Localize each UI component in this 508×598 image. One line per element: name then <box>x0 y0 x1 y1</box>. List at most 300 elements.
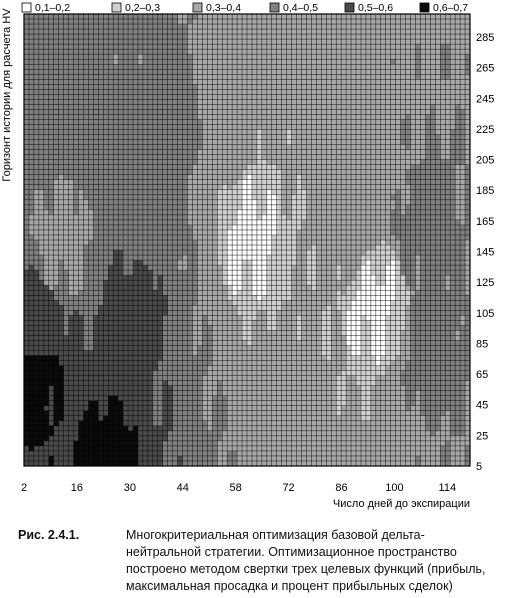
heatmap-cell <box>79 150 84 155</box>
heatmap-cell <box>192 104 197 109</box>
heatmap-cell <box>311 44 316 49</box>
heatmap-cell <box>455 39 460 44</box>
heatmap-cell <box>262 145 267 150</box>
heatmap-cell <box>331 145 336 150</box>
heatmap-cell <box>420 124 425 129</box>
heatmap-cell <box>128 119 133 124</box>
heatmap-cell <box>98 205 103 210</box>
heatmap-cell <box>252 84 257 89</box>
heatmap-cell <box>460 170 465 175</box>
heatmap-cell <box>406 280 411 285</box>
heatmap-cell <box>168 99 173 104</box>
heatmap-cell <box>346 99 351 104</box>
heatmap-cell <box>411 150 416 155</box>
heatmap-cell <box>425 44 430 49</box>
heatmap-cell <box>207 39 212 44</box>
heatmap-cell <box>108 150 113 155</box>
heatmap-cell <box>173 140 178 145</box>
heatmap-cell <box>302 175 307 180</box>
heatmap-cell <box>29 285 34 290</box>
heatmap-cell <box>197 230 202 235</box>
heatmap-cell <box>158 104 163 109</box>
heatmap-cell <box>282 79 287 84</box>
heatmap-cell <box>183 34 188 39</box>
heatmap-cell <box>128 140 133 145</box>
heatmap-cell <box>391 200 396 205</box>
heatmap-cell <box>341 64 346 69</box>
heatmap-cell <box>326 79 331 84</box>
heatmap-cell <box>366 210 371 215</box>
heatmap-cell <box>123 200 128 205</box>
heatmap-cell <box>83 250 88 255</box>
heatmap-cell <box>88 94 93 99</box>
heatmap-cell <box>39 220 44 225</box>
heatmap-cell <box>74 19 79 24</box>
heatmap-cell <box>306 185 311 190</box>
heatmap-cell <box>297 265 302 270</box>
heatmap-cell <box>406 190 411 195</box>
heatmap-cell <box>192 140 197 145</box>
heatmap-cell <box>88 220 93 225</box>
heatmap-cell <box>202 84 207 89</box>
heatmap-cell <box>69 290 74 295</box>
heatmap-cell <box>282 54 287 59</box>
heatmap-cell <box>34 210 39 215</box>
heatmap-cell <box>153 19 158 24</box>
heatmap-cell <box>396 195 401 200</box>
heatmap-cell <box>316 190 321 195</box>
heatmap-cell <box>401 265 406 270</box>
heatmap-cell <box>79 44 84 49</box>
heatmap-cell <box>59 245 64 250</box>
heatmap-cell <box>108 84 113 89</box>
heatmap-cell <box>411 145 416 150</box>
heatmap-cell <box>435 79 440 84</box>
heatmap-cell <box>302 205 307 210</box>
heatmap-cell <box>88 160 93 165</box>
heatmap-cell <box>287 220 292 225</box>
heatmap-cell <box>371 200 376 205</box>
heatmap-cell <box>103 119 108 124</box>
heatmap-cell <box>197 275 202 280</box>
heatmap-cell <box>292 119 297 124</box>
heatmap-cell <box>202 185 207 190</box>
heatmap-cell <box>163 210 168 215</box>
heatmap-cell <box>331 275 336 280</box>
heatmap-cell <box>44 185 49 190</box>
heatmap-cell <box>371 44 376 49</box>
heatmap-cell <box>331 14 336 19</box>
heatmap-cell <box>356 275 361 280</box>
heatmap-cell <box>282 265 287 270</box>
heatmap-cell <box>391 155 396 160</box>
heatmap-cell <box>366 135 371 140</box>
heatmap-cell <box>44 215 49 220</box>
heatmap-cell <box>351 54 356 59</box>
heatmap-cell <box>222 99 227 104</box>
heatmap-cell <box>83 280 88 285</box>
heatmap-cell <box>282 235 287 240</box>
heatmap-cell <box>173 240 178 245</box>
heatmap-cell <box>326 220 331 225</box>
heatmap-cell <box>138 49 143 54</box>
heatmap-cell <box>336 99 341 104</box>
heatmap-cell <box>173 104 178 109</box>
heatmap-cell <box>54 150 59 155</box>
heatmap-cell <box>257 114 262 119</box>
heatmap-cell <box>411 24 416 29</box>
heatmap-cell <box>133 155 138 160</box>
heatmap-cell <box>128 235 133 240</box>
heatmap-cell <box>69 215 74 220</box>
heatmap-cell <box>29 160 34 165</box>
heatmap-cell <box>415 150 420 155</box>
heatmap-cell <box>74 150 79 155</box>
heatmap-cell <box>341 165 346 170</box>
heatmap-cell <box>386 250 391 255</box>
heatmap-cell <box>366 54 371 59</box>
heatmap-cell <box>460 59 465 64</box>
heatmap-cell <box>381 205 386 210</box>
heatmap-cell <box>222 210 227 215</box>
heatmap-cell <box>133 290 138 295</box>
heatmap-cell <box>415 119 420 124</box>
heatmap-cell <box>297 190 302 195</box>
heatmap-cell <box>98 155 103 160</box>
heatmap-cell <box>178 14 183 19</box>
heatmap-cell <box>272 84 277 89</box>
heatmap-cell <box>267 119 272 124</box>
heatmap-cell <box>69 220 74 225</box>
heatmap-cell <box>302 59 307 64</box>
heatmap-cell <box>292 220 297 225</box>
heatmap-cell <box>435 285 440 290</box>
heatmap-cell <box>133 260 138 265</box>
heatmap-cell <box>173 190 178 195</box>
heatmap-cell <box>202 24 207 29</box>
heatmap-cell <box>34 225 39 230</box>
heatmap-cell <box>54 74 59 79</box>
heatmap-cell <box>445 275 450 280</box>
heatmap-cell <box>232 250 237 255</box>
heatmap-cell <box>123 245 128 250</box>
heatmap-cell <box>391 180 396 185</box>
heatmap-cell <box>321 39 326 44</box>
heatmap-cell <box>386 135 391 140</box>
heatmap-cell <box>168 29 173 34</box>
heatmap-cell <box>88 180 93 185</box>
heatmap-cell <box>123 185 128 190</box>
heatmap-cell <box>123 150 128 155</box>
heatmap-cell <box>59 14 64 19</box>
heatmap-cell <box>277 69 282 74</box>
heatmap-cell <box>356 59 361 64</box>
heatmap-cell <box>79 275 84 280</box>
heatmap-cell <box>302 180 307 185</box>
heatmap-cell <box>44 290 49 295</box>
heatmap-cell <box>113 155 118 160</box>
heatmap-cell <box>252 165 257 170</box>
heatmap-cell <box>321 165 326 170</box>
heatmap-cell <box>79 205 84 210</box>
heatmap-cell <box>178 114 183 119</box>
heatmap-cell <box>237 285 242 290</box>
heatmap-cell <box>297 39 302 44</box>
heatmap-cell <box>178 220 183 225</box>
heatmap-cell <box>326 160 331 165</box>
heatmap-cell <box>163 285 168 290</box>
heatmap-cell <box>79 175 84 180</box>
heatmap-cell <box>252 180 257 185</box>
heatmap-cell <box>74 29 79 34</box>
heatmap-cell <box>331 250 336 255</box>
heatmap-cell <box>277 29 282 34</box>
heatmap-cell <box>440 14 445 19</box>
heatmap-cell <box>460 124 465 129</box>
heatmap-cell <box>44 190 49 195</box>
heatmap-cell <box>183 29 188 34</box>
heatmap-cell <box>262 240 267 245</box>
heatmap-cell <box>396 140 401 145</box>
heatmap-cell <box>103 69 108 74</box>
heatmap-cell <box>163 240 168 245</box>
heatmap-cell <box>64 94 69 99</box>
heatmap-cell <box>79 14 84 19</box>
heatmap-cell <box>257 54 262 59</box>
heatmap-cell <box>346 240 351 245</box>
heatmap-cell <box>128 270 133 275</box>
heatmap-cell <box>128 230 133 235</box>
heatmap-cell <box>287 215 292 220</box>
heatmap-cell <box>123 195 128 200</box>
heatmap-cell <box>262 165 267 170</box>
heatmap-cell <box>302 140 307 145</box>
heatmap-cell <box>93 240 98 245</box>
heatmap-cell <box>163 155 168 160</box>
heatmap-cell <box>64 180 69 185</box>
heatmap-cell <box>331 260 336 265</box>
heatmap-cell <box>430 94 435 99</box>
heatmap-cell <box>262 230 267 235</box>
heatmap-cell <box>292 180 297 185</box>
heatmap-cell <box>401 54 406 59</box>
heatmap-cell <box>123 145 128 150</box>
heatmap-cell <box>435 145 440 150</box>
heatmap-cell <box>247 155 252 160</box>
heatmap-cell <box>93 130 98 135</box>
heatmap-cell <box>341 19 346 24</box>
heatmap-cell <box>49 39 54 44</box>
heatmap-cell <box>212 84 217 89</box>
heatmap-cell <box>371 84 376 89</box>
heatmap-cell <box>123 44 128 49</box>
heatmap-cell <box>292 235 297 240</box>
heatmap-cell <box>420 210 425 215</box>
heatmap-cell <box>386 44 391 49</box>
heatmap-cell <box>173 235 178 240</box>
heatmap-cell <box>386 145 391 150</box>
heatmap-cell <box>371 99 376 104</box>
heatmap-cell <box>346 270 351 275</box>
heatmap-cell <box>158 260 163 265</box>
heatmap-cell <box>59 220 64 225</box>
heatmap-cell <box>183 119 188 124</box>
heatmap-cell <box>212 165 217 170</box>
heatmap-cell <box>103 290 108 295</box>
heatmap-cell <box>64 240 69 245</box>
heatmap-cell <box>440 74 445 79</box>
heatmap-cell <box>247 44 252 49</box>
heatmap-cell <box>262 235 267 240</box>
heatmap-cell <box>356 44 361 49</box>
heatmap-cell <box>39 29 44 34</box>
heatmap-cell <box>79 84 84 89</box>
heatmap-cell <box>133 14 138 19</box>
heatmap-cell <box>64 39 69 44</box>
heatmap-cell <box>103 44 108 49</box>
heatmap-cell <box>64 275 69 280</box>
heatmap-cell <box>396 24 401 29</box>
heatmap-cell <box>54 185 59 190</box>
heatmap-cell <box>192 14 197 19</box>
heatmap-cell <box>242 79 247 84</box>
heatmap-cell <box>356 34 361 39</box>
heatmap-cell <box>59 275 64 280</box>
heatmap-cell <box>267 94 272 99</box>
heatmap-cell <box>143 180 148 185</box>
heatmap-cell <box>113 160 118 165</box>
heatmap-cell <box>277 190 282 195</box>
heatmap-cell <box>202 240 207 245</box>
heatmap-cell <box>103 135 108 140</box>
heatmap-cell <box>143 235 148 240</box>
heatmap-cell <box>287 240 292 245</box>
heatmap-cell <box>247 210 252 215</box>
heatmap-cell <box>376 124 381 129</box>
heatmap-cell <box>88 64 93 69</box>
heatmap-cell <box>376 235 381 240</box>
heatmap-cell <box>24 34 29 39</box>
heatmap-cell <box>420 99 425 104</box>
heatmap-cell <box>24 175 29 180</box>
heatmap-cell <box>49 24 54 29</box>
heatmap-cell <box>262 140 267 145</box>
heatmap-cell <box>415 265 420 270</box>
heatmap-cell <box>153 14 158 19</box>
heatmap-cell <box>197 19 202 24</box>
heatmap-cell <box>29 114 34 119</box>
heatmap-cell <box>401 180 406 185</box>
heatmap-cell <box>425 275 430 280</box>
heatmap-cell <box>113 104 118 109</box>
heatmap-cell <box>54 140 59 145</box>
heatmap-cell <box>331 185 336 190</box>
heatmap-cell <box>168 215 173 220</box>
heatmap-cell <box>267 79 272 84</box>
heatmap-cell <box>361 255 366 260</box>
heatmap-cell <box>188 230 193 235</box>
heatmap-cell <box>316 44 321 49</box>
heatmap-cell <box>277 285 282 290</box>
heatmap-cell <box>415 160 420 165</box>
heatmap-cell <box>351 265 356 270</box>
heatmap-cell <box>435 205 440 210</box>
heatmap-cell <box>59 114 64 119</box>
heatmap-cell <box>88 69 93 74</box>
heatmap-cell <box>192 44 197 49</box>
heatmap-cell <box>128 150 133 155</box>
heatmap-cell <box>376 109 381 114</box>
heatmap-cell <box>406 29 411 34</box>
heatmap-cell <box>386 24 391 29</box>
heatmap-cell <box>49 175 54 180</box>
heatmap-cell <box>311 245 316 250</box>
heatmap-cell <box>346 185 351 190</box>
heatmap-cell <box>311 54 316 59</box>
heatmap-cell <box>445 79 450 84</box>
heatmap-cell <box>212 29 217 34</box>
heatmap-cell <box>202 170 207 175</box>
heatmap-cell <box>237 114 242 119</box>
heatmap-cell <box>435 245 440 250</box>
heatmap-cell <box>98 79 103 84</box>
heatmap-cell <box>420 275 425 280</box>
heatmap-cell <box>406 175 411 180</box>
heatmap-cell <box>366 29 371 34</box>
heatmap-cell <box>316 205 321 210</box>
heatmap-cell <box>460 84 465 89</box>
heatmap-cell <box>108 99 113 104</box>
heatmap-cell <box>158 265 163 270</box>
heatmap-cell <box>143 119 148 124</box>
heatmap-cell <box>366 215 371 220</box>
heatmap-cell <box>153 150 158 155</box>
heatmap-cell <box>247 24 252 29</box>
heatmap-cell <box>267 59 272 64</box>
heatmap-cell <box>178 89 183 94</box>
heatmap-cell <box>88 19 93 24</box>
heatmap-cell <box>168 79 173 84</box>
heatmap-cell <box>267 250 272 255</box>
heatmap-cell <box>257 210 262 215</box>
heatmap-cell <box>188 245 193 250</box>
heatmap-cell <box>79 34 84 39</box>
heatmap-cell <box>212 59 217 64</box>
heatmap-cell <box>202 14 207 19</box>
heatmap-cell <box>331 155 336 160</box>
heatmap-cell <box>44 235 49 240</box>
heatmap-cell <box>440 215 445 220</box>
heatmap-cell <box>168 270 173 275</box>
heatmap-cell <box>292 19 297 24</box>
heatmap-cell <box>356 205 361 210</box>
heatmap-cell <box>351 24 356 29</box>
heatmap-cell <box>321 265 326 270</box>
heatmap-cell <box>64 44 69 49</box>
heatmap-cell <box>222 49 227 54</box>
heatmap-cell <box>450 14 455 19</box>
heatmap-cell <box>64 84 69 89</box>
heatmap-cell <box>316 215 321 220</box>
heatmap-cell <box>455 44 460 49</box>
heatmap-cell <box>316 64 321 69</box>
heatmap-cell <box>425 245 430 250</box>
heatmap-cell <box>128 44 133 49</box>
plot-area <box>24 14 470 466</box>
heatmap-cell <box>272 39 277 44</box>
heatmap-cell <box>460 89 465 94</box>
heatmap-cell <box>98 84 103 89</box>
